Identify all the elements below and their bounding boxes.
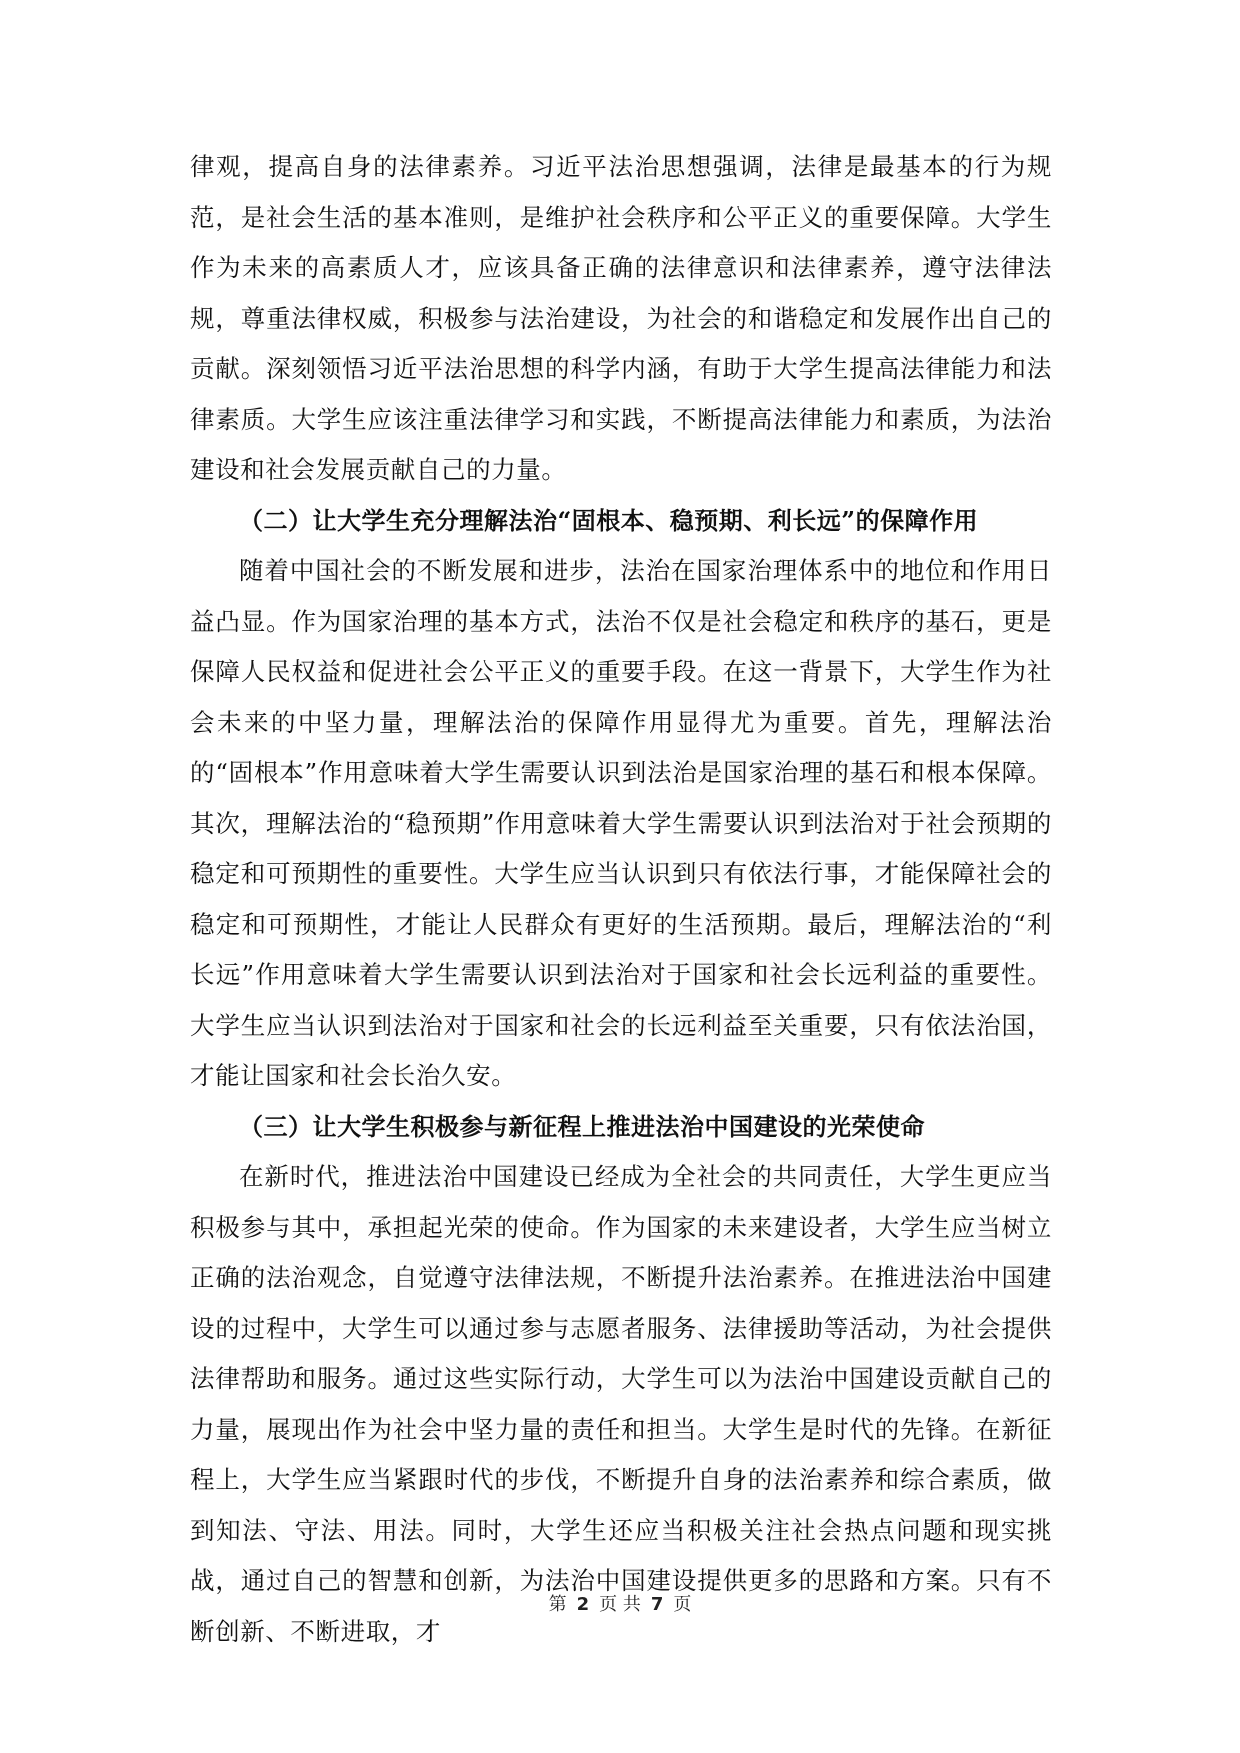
paragraph-section-3: 在新时代，推进法治中国建设已经成为全社会的共同责任，大学生更应当积极参与其中，承担起光荣的使命。作为国家的未来建设者，大学生应当树立正确的法治观念，自觉遵守法律法规，不断提升法治素养。在推进法治中国建设的过程中，大学生可以通过参与志愿者服务、法律援助等活动，为社会提供法律帮助和服务。通过这些实际行动，大学生可以为法治中国建设贡献自己的力量，展现出作为社会中坚力量的责任和担当。大学生是时代的先锋。在新征程上，大学生应当紧跟时代的步伐，不断提升自身的法治素养和综合素质，做到知法、守法、用法。同时，大学生还应当积极关注社会热点问题和现实挑战，通过自己的智慧和创新，为法治中国建设提供更多的思路和方案。只有不断创新、不断进取，才	[190, 1162, 1052, 1646]
footer-suffix: 页	[673, 1594, 692, 1615]
section-heading-2: （二）让大学生充分理解法治“固根本、稳预期、利长远”的保障作用	[239, 505, 979, 535]
total-pages: 7	[650, 1594, 664, 1615]
section-heading-3: （三）让大学生积极参与新征程上推进法治中国建设的光荣使命	[239, 1111, 925, 1141]
document-body	[190, 142, 1052, 1657]
page-footer	[0, 1593, 1240, 1617]
footer-prefix: 第	[548, 1594, 567, 1615]
paragraph-section-2: 随着中国社会的不断发展和进步，法治在国家治理体系中的地位和作用日益凸显。作为国家治理的基本方式，法治不仅是社会稳定和秩序的基石，更是保障人民权益和促进社会公平正义的重要手段。在这一背景下，大学生作为社会未来的中坚力量，理解法治的保障作用显得尤为重要。首先，理解法治的“固根本”作用意味着大学生需要认识到法治是国家治理的基石和根本保障。其次，理解法治的“稳预期”作用意味着大学生需要认识到法治对于社会预期的稳定和可预期性的重要性。大学生应当认识到只有依法行事，才能保障社会的稳定和可预期性，才能让人民群众有更好的生活预期。最后，理解法治的“利长远”作用意味着大学生需要认识到法治对于国家和社会长远利益的重要性。大学生应当认识到法治对于国家和社会的长远利益至关重要，只有依法治国，才能让国家和社会长治久安。	[190, 556, 1052, 1090]
footer-middle: 页 共	[599, 1594, 641, 1615]
page-number: 2	[576, 1594, 590, 1615]
paragraph-continuation: 律观，提高自身的法律素养。习近平法治思想强调，法律是最基本的行为规范，是社会生活的基本准则，是维护社会秩序和公平正义的重要保障。大学生作为未来的高素质人才，应该具备正确的法律意识和法律素养，遵守法律法规，尊重法律权威，积极参与法治建设，为社会的和谐稳定和发展作出自己的贡献。深刻领悟习近平法治思想的科学内涵，有助于大学生提高法律能力和法律素质。大学生应该注重法律学习和实践，不断提高法律能力和素质，为法治建设和社会发展贡献自己的力量。	[190, 152, 1052, 484]
